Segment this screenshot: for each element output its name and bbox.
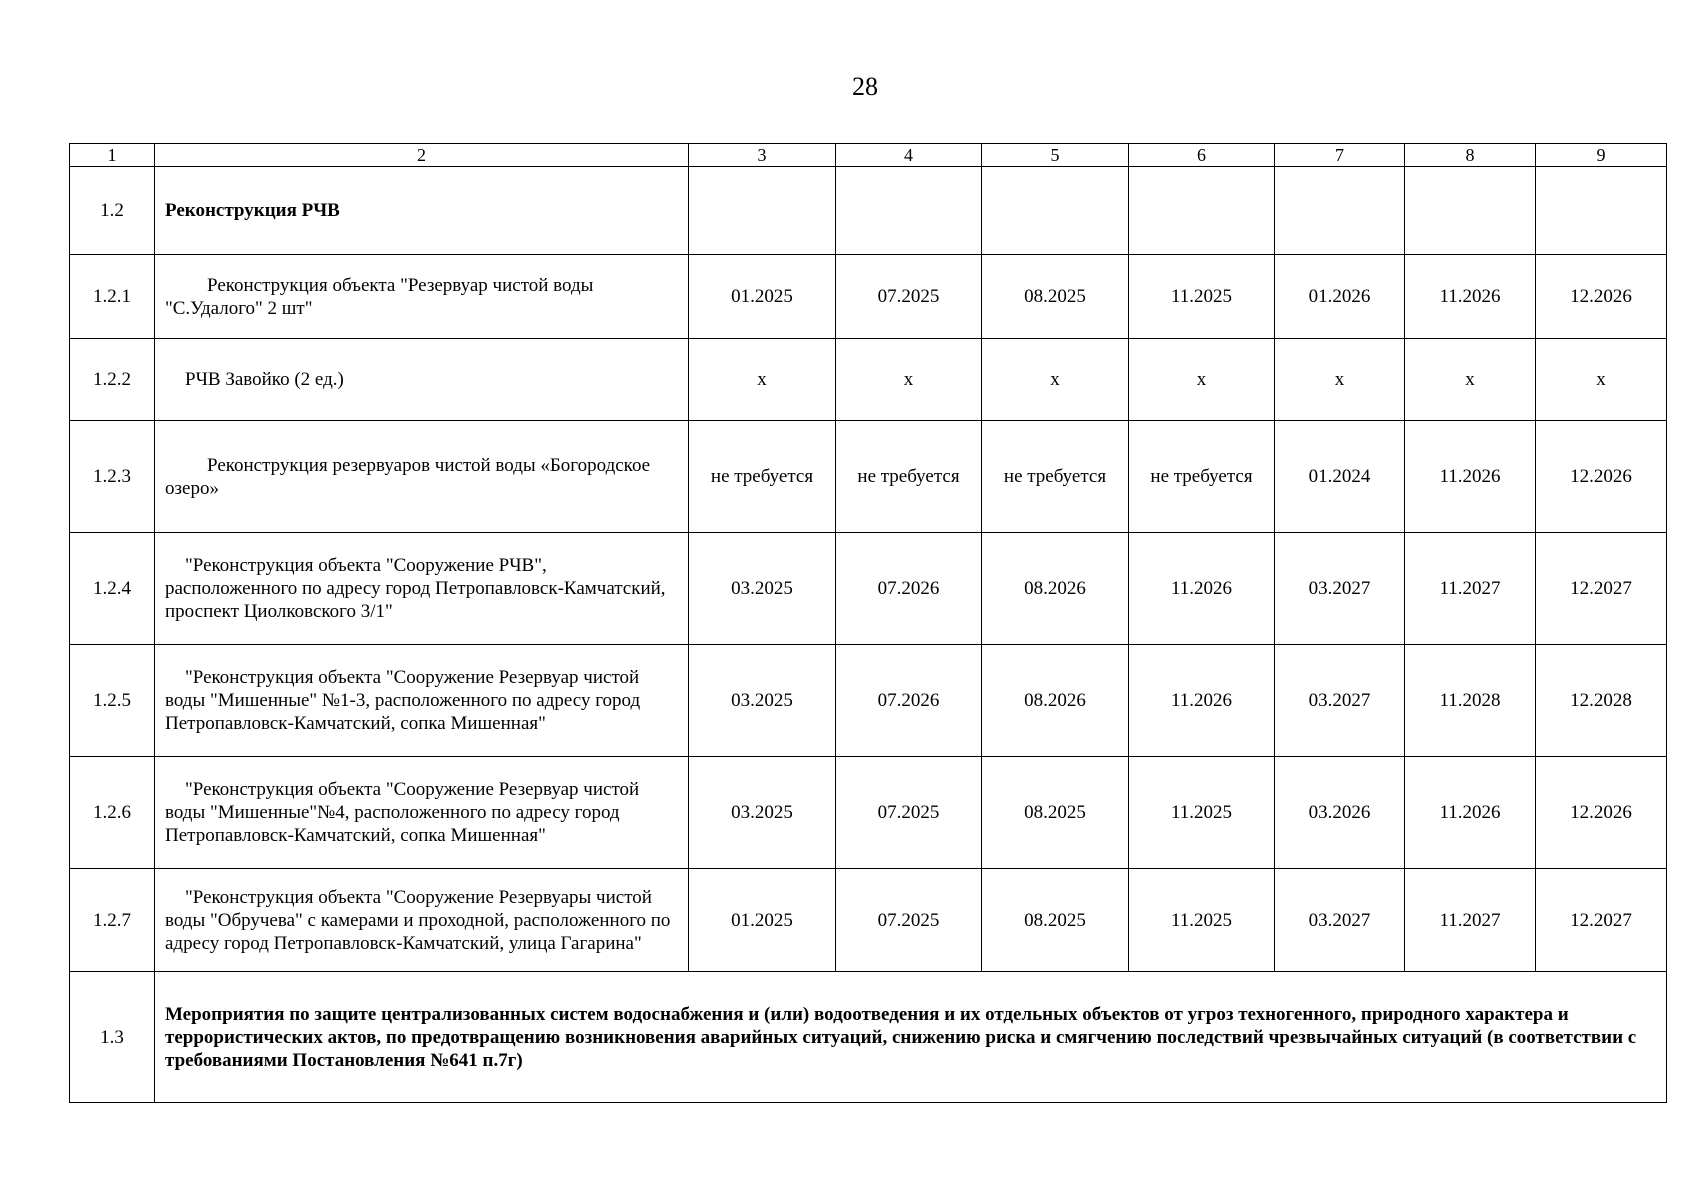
page-number: 28 bbox=[852, 72, 878, 101]
row-value: 08.2026 bbox=[982, 645, 1129, 757]
row-id: 1.2.1 bbox=[70, 255, 155, 339]
table-row bbox=[70, 869, 1667, 972]
row-value: 11.2026 bbox=[1129, 645, 1275, 757]
row-title: Мероприятия по защите централизованных систем водоснабжения и (или) водоотведения и их отдельных объектов от угроз техногенного, природного характера и террористических актов, по предотвращению возникновения аварийных ситуаций, снижению риска и смягчению последствий чрезвычайных ситуаций (в соответствии с требованиями Постановления №641 п.7г) bbox=[155, 972, 1667, 1103]
column-number: 7 bbox=[1275, 144, 1405, 167]
table-row bbox=[70, 757, 1667, 869]
row-value bbox=[982, 167, 1129, 255]
row-value: х bbox=[689, 339, 836, 421]
row-value: х bbox=[1129, 339, 1275, 421]
row-value: 12.2026 bbox=[1536, 255, 1667, 339]
row-id: 1.2.2 bbox=[70, 339, 155, 421]
row-value: 12.2027 bbox=[1536, 869, 1667, 972]
row-value: 03.2027 bbox=[1275, 533, 1405, 645]
table-row bbox=[70, 972, 1667, 1103]
row-title bbox=[155, 869, 689, 972]
row-value: не требуется bbox=[1129, 421, 1275, 533]
table-row bbox=[70, 645, 1667, 757]
column-number: 4 bbox=[836, 144, 982, 167]
schedule-table bbox=[69, 143, 1667, 1103]
row-value: 08.2025 bbox=[982, 869, 1129, 972]
column-number: 2 bbox=[155, 144, 689, 167]
row-value: 01.2024 bbox=[1275, 421, 1405, 533]
row-title bbox=[155, 757, 689, 869]
row-title-text: "Реконструкция объекта "Сооружение РЧВ", расположенного по адресу город Петропавловск-Камчатский, проспект Циолковского 3/1" bbox=[165, 555, 666, 622]
row-value: не требуется bbox=[836, 421, 982, 533]
row-value bbox=[1405, 167, 1536, 255]
row-id: 1.2.4 bbox=[70, 533, 155, 645]
row-value bbox=[1536, 167, 1667, 255]
row-value: 01.2025 bbox=[689, 255, 836, 339]
row-value: 07.2025 bbox=[836, 757, 982, 869]
row-title: Реконструкция РЧВ bbox=[155, 167, 689, 255]
row-title bbox=[155, 421, 689, 533]
row-title-text: РЧВ Завойко (2 ед.) bbox=[185, 369, 344, 390]
row-title bbox=[155, 533, 689, 645]
row-value: 07.2025 bbox=[836, 255, 982, 339]
row-value: х bbox=[982, 339, 1129, 421]
row-value: х bbox=[1405, 339, 1536, 421]
row-title-text: "Реконструкция объекта "Сооружение Резервуар чистой воды "Мишенные" №1-3, расположенного по адресу город Петропавловск-Камчатский, сопка Мишенная" bbox=[165, 667, 641, 734]
row-value: х bbox=[1536, 339, 1667, 421]
row-id: 1.2 bbox=[70, 167, 155, 255]
row-value: 11.2026 bbox=[1405, 255, 1536, 339]
row-value: 11.2027 bbox=[1405, 869, 1536, 972]
row-value: 01.2025 bbox=[689, 869, 836, 972]
row-value: 12.2028 bbox=[1536, 645, 1667, 757]
row-value: 11.2025 bbox=[1129, 869, 1275, 972]
row-value bbox=[1275, 167, 1405, 255]
table-row bbox=[70, 421, 1667, 533]
row-value: 03.2027 bbox=[1275, 645, 1405, 757]
column-number: 3 bbox=[689, 144, 836, 167]
row-value: 03.2027 bbox=[1275, 869, 1405, 972]
row-id: 1.3 bbox=[70, 972, 155, 1103]
row-value: 08.2025 bbox=[982, 255, 1129, 339]
column-number: 8 bbox=[1405, 144, 1536, 167]
row-value: 11.2025 bbox=[1129, 757, 1275, 869]
row-id: 1.2.7 bbox=[70, 869, 155, 972]
row-value: 07.2025 bbox=[836, 869, 982, 972]
row-value: х bbox=[836, 339, 982, 421]
column-number: 1 bbox=[70, 144, 155, 167]
table-row bbox=[70, 339, 1667, 421]
table-header-row bbox=[70, 144, 1667, 167]
table-row bbox=[70, 533, 1667, 645]
column-number: 5 bbox=[982, 144, 1129, 167]
row-value: 03.2025 bbox=[689, 757, 836, 869]
row-value: х bbox=[1275, 339, 1405, 421]
row-value: не требуется bbox=[689, 421, 836, 533]
row-value: не требуется bbox=[982, 421, 1129, 533]
row-value: 11.2028 bbox=[1405, 645, 1536, 757]
row-value: 01.2026 bbox=[1275, 255, 1405, 339]
row-title bbox=[155, 255, 689, 339]
row-value: 08.2025 bbox=[982, 757, 1129, 869]
row-value: 11.2025 bbox=[1129, 255, 1275, 339]
row-title bbox=[155, 645, 689, 757]
row-value: 03.2025 bbox=[689, 645, 836, 757]
row-value: 07.2026 bbox=[836, 533, 982, 645]
row-id: 1.2.3 bbox=[70, 421, 155, 533]
row-title-text: Реконструкция резервуаров чистой воды «Богородское озеро» bbox=[165, 454, 651, 499]
table-row bbox=[70, 255, 1667, 339]
row-title-text: Реконструкция объекта "Резервуар чистой воды "С.Удалого" 2 шт" bbox=[165, 274, 594, 319]
column-number: 9 bbox=[1536, 144, 1667, 167]
column-number: 6 bbox=[1129, 144, 1275, 167]
row-title-text: "Реконструкция объекта "Сооружение Резервуары чистой воды "Обручева" с камерами и проходной, расположенного по адресу город Петропавловск-Камчатский, улица Гагарина" bbox=[165, 886, 671, 954]
row-value: 12.2026 bbox=[1536, 757, 1667, 869]
row-value: 11.2027 bbox=[1405, 533, 1536, 645]
row-value: 11.2026 bbox=[1129, 533, 1275, 645]
row-value bbox=[836, 167, 982, 255]
row-value: 03.2025 bbox=[689, 533, 836, 645]
row-id: 1.2.5 bbox=[70, 645, 155, 757]
row-value: 12.2027 bbox=[1536, 533, 1667, 645]
row-title-text: "Реконструкция объекта "Сооружение Резервуар чистой воды "Мишенные"№4, расположенного по адресу город Петропавловск-Камчатский, сопка Мишенная" bbox=[165, 779, 640, 846]
row-value: 07.2026 bbox=[836, 645, 982, 757]
row-value: 11.2026 bbox=[1405, 421, 1536, 533]
row-value: 03.2026 bbox=[1275, 757, 1405, 869]
row-title bbox=[155, 339, 689, 421]
table-row bbox=[70, 167, 1667, 255]
row-value bbox=[689, 167, 836, 255]
row-value bbox=[1129, 167, 1275, 255]
row-id: 1.2.6 bbox=[70, 757, 155, 869]
row-value: 08.2026 bbox=[982, 533, 1129, 645]
row-value: 12.2026 bbox=[1536, 421, 1667, 533]
row-value: 11.2026 bbox=[1405, 757, 1536, 869]
